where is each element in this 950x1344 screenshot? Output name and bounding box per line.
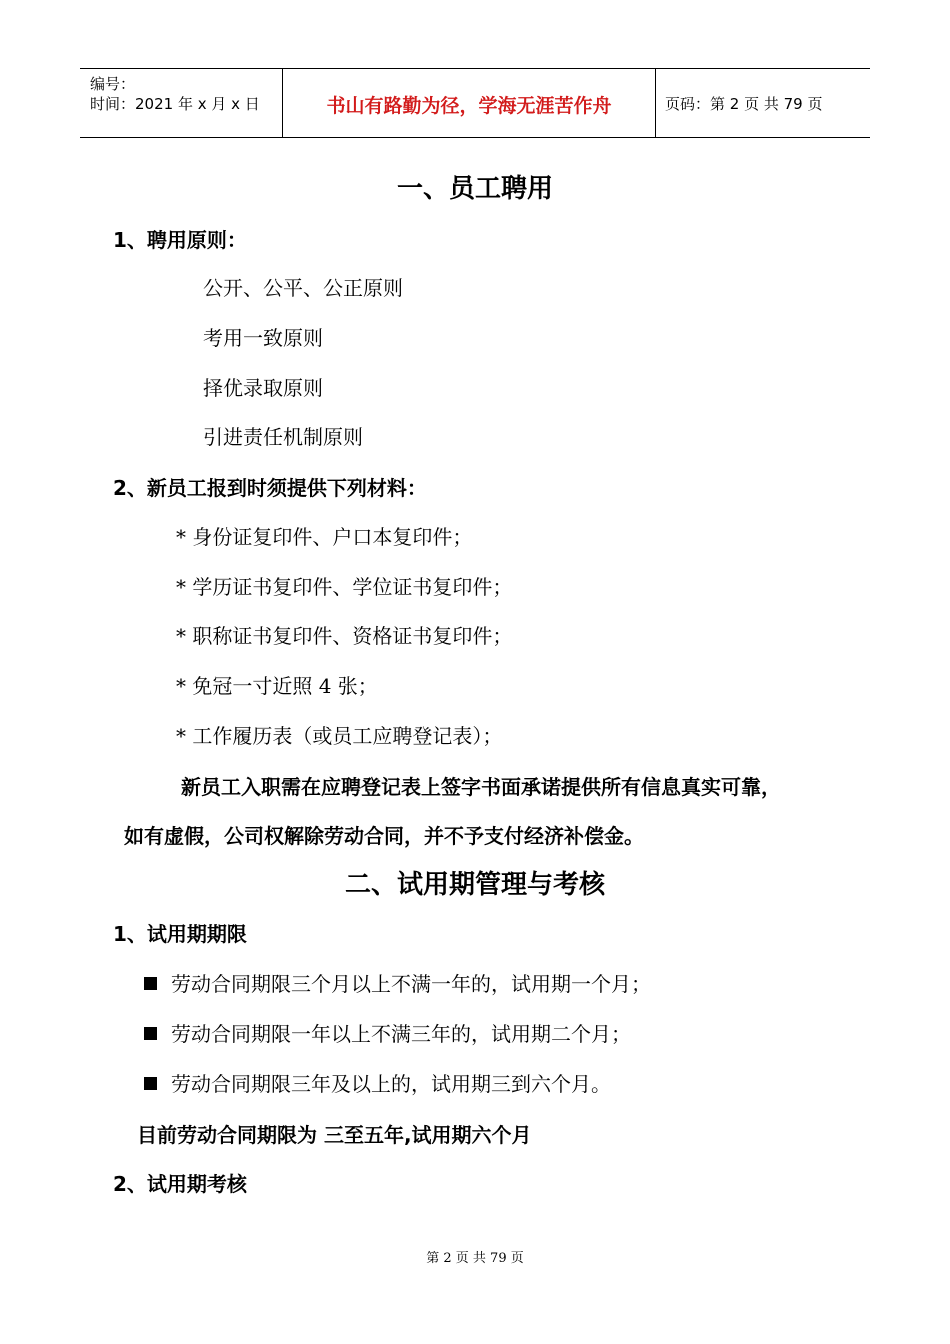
current-term: 目前劳动合同期限为 三至五年,试用期六个月 <box>137 1123 532 1147</box>
motto: 书山有路勤为径，学海无涯苦作舟 <box>326 95 612 117</box>
principle-item: 公开、公平、公正原则 <box>203 276 403 300</box>
note-line-2: 如有虚假，公司权解除劳动合同，并不予支付经济补偿金。 <box>124 824 644 848</box>
section-2-sub-2: 2、试用期考核 <box>113 1172 247 1196</box>
principle-item: 考用一致原则 <box>203 326 323 350</box>
material-item: * 学历证书复印件、学位证书复印件； <box>176 575 513 599</box>
document-date: 时间：2021 年 x 月 x 日 <box>90 95 260 113</box>
page-info: 页码：第 2 页 共 79 页 <box>665 95 823 113</box>
material-item: * 免冠一寸近照 4 张； <box>176 674 378 698</box>
principle-item: 择优录取原则 <box>203 376 323 400</box>
header-motto-cell <box>282 69 656 137</box>
section-1-title: 一、员工聘用 <box>396 174 553 204</box>
term-text: 劳动合同期限一年以上不满三年的，试用期二个月； <box>171 1022 631 1046</box>
material-item: * 身份证复印件、户口本复印件； <box>176 525 473 549</box>
header-page-cell <box>655 69 870 137</box>
section-1-sub-1: 1、聘用原则： <box>113 228 247 252</box>
square-bullet-icon <box>144 1027 157 1040</box>
section-2-sub-1: 1、试用期期限 <box>113 922 247 946</box>
header-meta-cell <box>80 69 282 137</box>
term-item <box>144 1018 631 1047</box>
term-text: 劳动合同期限三个月以上不满一年的，试用期一个月； <box>171 972 651 996</box>
term-item <box>144 1068 611 1097</box>
note-line-1: 新员工入职需在应聘登记表上签字书面承诺提供所有信息真实可靠， <box>181 775 781 799</box>
section-2-title: 二、试用期管理与考核 <box>344 870 605 900</box>
square-bullet-icon <box>144 977 157 990</box>
principle-item: 引进责任机制原则 <box>203 425 363 449</box>
document-number: 编号： <box>90 75 136 93</box>
material-item: * 工作履历表（或员工应聘登记表）； <box>176 724 503 748</box>
square-bullet-icon <box>144 1077 157 1090</box>
material-item: * 职称证书复印件、资格证书复印件； <box>176 624 513 648</box>
term-item <box>144 968 651 997</box>
page-footer: 第 2 页 共 79 页 <box>426 1251 524 1266</box>
term-text: 劳动合同期限三年及以上的，试用期三到六个月。 <box>171 1072 611 1096</box>
header-table <box>80 68 870 138</box>
section-1-sub-2: 2、新员工报到时须提供下列材料： <box>113 476 427 500</box>
